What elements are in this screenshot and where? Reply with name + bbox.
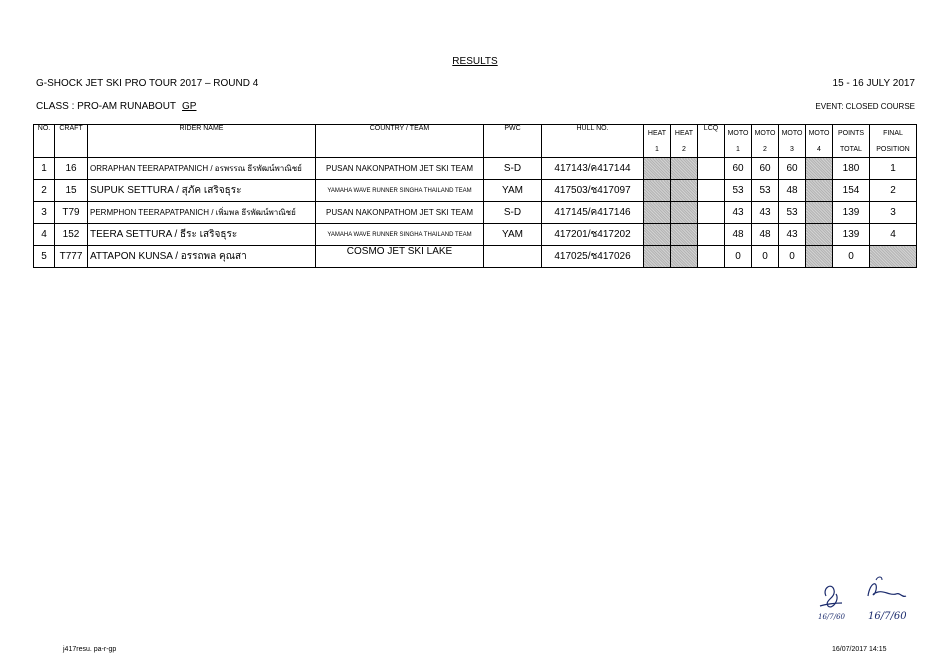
cell-moto1: 60 [725, 158, 752, 180]
col-moto4: MOTO [806, 125, 833, 143]
cell-heat2 [671, 180, 698, 202]
cell-craft: T777 [55, 246, 88, 268]
signature-scribble [812, 570, 912, 626]
cell-final: 4 [870, 224, 917, 246]
cell-heat1 [644, 246, 671, 268]
cell-hull: 417025/ช417026 [542, 246, 644, 268]
cell-moto2: 53 [752, 180, 779, 202]
handwritten-signature [812, 570, 912, 631]
cell-moto1: 48 [725, 224, 752, 246]
cell-rider: TEERA SETTURA / ธีระ เสริจธุระ [88, 224, 316, 246]
cell-moto3: 60 [779, 158, 806, 180]
cell-no: 4 [34, 224, 55, 246]
col-heat2-sub: 2 [671, 142, 698, 158]
cell-heat1 [644, 158, 671, 180]
cell-moto4 [806, 224, 833, 246]
cell-heat2 [671, 202, 698, 224]
cell-points: 139 [833, 202, 870, 224]
event-dates: 15 - 16 JULY 2017 [832, 78, 915, 89]
cell-points: 180 [833, 158, 870, 180]
cell-team: PUSAN NAKONPATHOM JET SKI TEAM [316, 202, 484, 224]
cell-moto3: 48 [779, 180, 806, 202]
cell-rider: PERMPHON TEERAPATPANICH / เพิ่มพล ธีรพัฒน์พาณิชย์ [88, 202, 316, 224]
col-heat1-sub: 1 [644, 142, 671, 158]
table-row [34, 202, 917, 224]
cell-moto4 [806, 246, 833, 268]
col-moto1: MOTO [725, 125, 752, 143]
col-no: NO. [34, 125, 55, 158]
cell-craft: T79 [55, 202, 88, 224]
col-rider: RIDER NAME [88, 125, 316, 158]
cell-team: YAMAHA WAVE RUNNER SINGHA THAILAND TEAM [316, 180, 484, 202]
cell-final: 1 [870, 158, 917, 180]
col-lcq: LCQ [698, 125, 725, 158]
cell-pwc: S-D [484, 202, 542, 224]
col-moto2-sub: 2 [752, 142, 779, 158]
cell-points: 154 [833, 180, 870, 202]
cell-moto2: 48 [752, 224, 779, 246]
class-line [36, 101, 196, 112]
cell-lcq [698, 246, 725, 268]
cell-team: PUSAN NAKONPATHOM JET SKI TEAM [316, 158, 484, 180]
table-header [34, 125, 917, 158]
cell-heat1 [644, 202, 671, 224]
cell-points: 139 [833, 224, 870, 246]
col-final: FINAL [870, 125, 917, 143]
table-row [34, 246, 917, 268]
cell-team: COSMO JET SKI LAKE [316, 246, 484, 268]
signature-date-right: 16/7/60 [868, 611, 907, 622]
event-type: EVENT: CLOSED COURSE [815, 102, 915, 111]
cell-moto4 [806, 180, 833, 202]
cell-moto1: 53 [725, 180, 752, 202]
cell-moto3: 0 [779, 246, 806, 268]
event-name: G-SHOCK JET SKI PRO TOUR 2017 – ROUND 4 [36, 78, 259, 89]
signature-date-left: 16/7/60 [818, 613, 845, 621]
cell-lcq [698, 180, 725, 202]
cell-moto3: 43 [779, 224, 806, 246]
cell-pwc: S-D [484, 158, 542, 180]
cell-heat2 [671, 224, 698, 246]
cell-hull: 417143/ค417144 [542, 158, 644, 180]
cell-hull: 417145/ค417146 [542, 202, 644, 224]
cell-moto2: 60 [752, 158, 779, 180]
cell-final [870, 246, 917, 268]
col-heat2: HEAT [671, 125, 698, 143]
cell-heat1 [644, 180, 671, 202]
cell-rider: SUPUK SETTURA / สุภัค เสริจธุระ [88, 180, 316, 202]
col-pwc: PWC [484, 125, 542, 158]
cell-moto3: 53 [779, 202, 806, 224]
col-moto4-sub: 4 [806, 142, 833, 158]
cell-rider: ORRAPHAN TEERAPATPANICH / อรพรรณ ธีรพัฒน์พาณิชย์ [88, 158, 316, 180]
cell-lcq [698, 202, 725, 224]
col-team: COUNTRY / TEAM [316, 125, 484, 158]
cell-final: 2 [870, 180, 917, 202]
results-table [33, 124, 917, 268]
footer-printed-timestamp: 16/07/2017 14:15 [832, 646, 887, 653]
col-hull: HULL NO. [542, 125, 644, 158]
cell-moto1: 43 [725, 202, 752, 224]
table-row [34, 158, 917, 180]
class-code: GP [182, 101, 197, 112]
cell-rider: ATTAPON KUNSA / อรรถพล คุณสา [88, 246, 316, 268]
cell-pwc: YAM [484, 180, 542, 202]
col-moto3-sub: 3 [779, 142, 806, 158]
col-points-sub: TOTAL [833, 142, 870, 158]
col-final-sub: POSITION [870, 142, 917, 158]
cell-no: 1 [34, 158, 55, 180]
table-row [34, 224, 917, 246]
cell-craft: 15 [55, 180, 88, 202]
cell-no: 5 [34, 246, 55, 268]
footer-file-ref: j417resu. pa-r-gp [63, 646, 117, 653]
cell-points: 0 [833, 246, 870, 268]
cell-moto2: 0 [752, 246, 779, 268]
cell-craft: 152 [55, 224, 88, 246]
cell-craft: 16 [55, 158, 88, 180]
cell-final: 3 [870, 202, 917, 224]
cell-heat1 [644, 224, 671, 246]
col-moto2: MOTO [752, 125, 779, 143]
cell-team: YAMAHA WAVE RUNNER SINGHA THAILAND TEAM [316, 224, 484, 246]
cell-pwc [484, 246, 542, 268]
col-heat1: HEAT [644, 125, 671, 143]
cell-no: 2 [34, 180, 55, 202]
page-title: RESULTS [452, 56, 498, 67]
cell-heat2 [671, 158, 698, 180]
cell-heat2 [671, 246, 698, 268]
table-row [34, 180, 917, 202]
table-body [34, 158, 917, 268]
cell-pwc: YAM [484, 224, 542, 246]
cell-lcq [698, 158, 725, 180]
col-points: POINTS [833, 125, 870, 143]
class-label: CLASS : PRO-AM RUNABOUT [36, 101, 177, 112]
col-moto1-sub: 1 [725, 142, 752, 158]
cell-moto4 [806, 202, 833, 224]
col-moto3: MOTO [779, 125, 806, 143]
cell-moto4 [806, 158, 833, 180]
cell-moto2: 43 [752, 202, 779, 224]
cell-no: 3 [34, 202, 55, 224]
cell-moto1: 0 [725, 246, 752, 268]
cell-lcq [698, 224, 725, 246]
cell-hull: 417201/ช417202 [542, 224, 644, 246]
cell-hull: 417503/ช417097 [542, 180, 644, 202]
col-craft: CRAFT [55, 125, 88, 158]
